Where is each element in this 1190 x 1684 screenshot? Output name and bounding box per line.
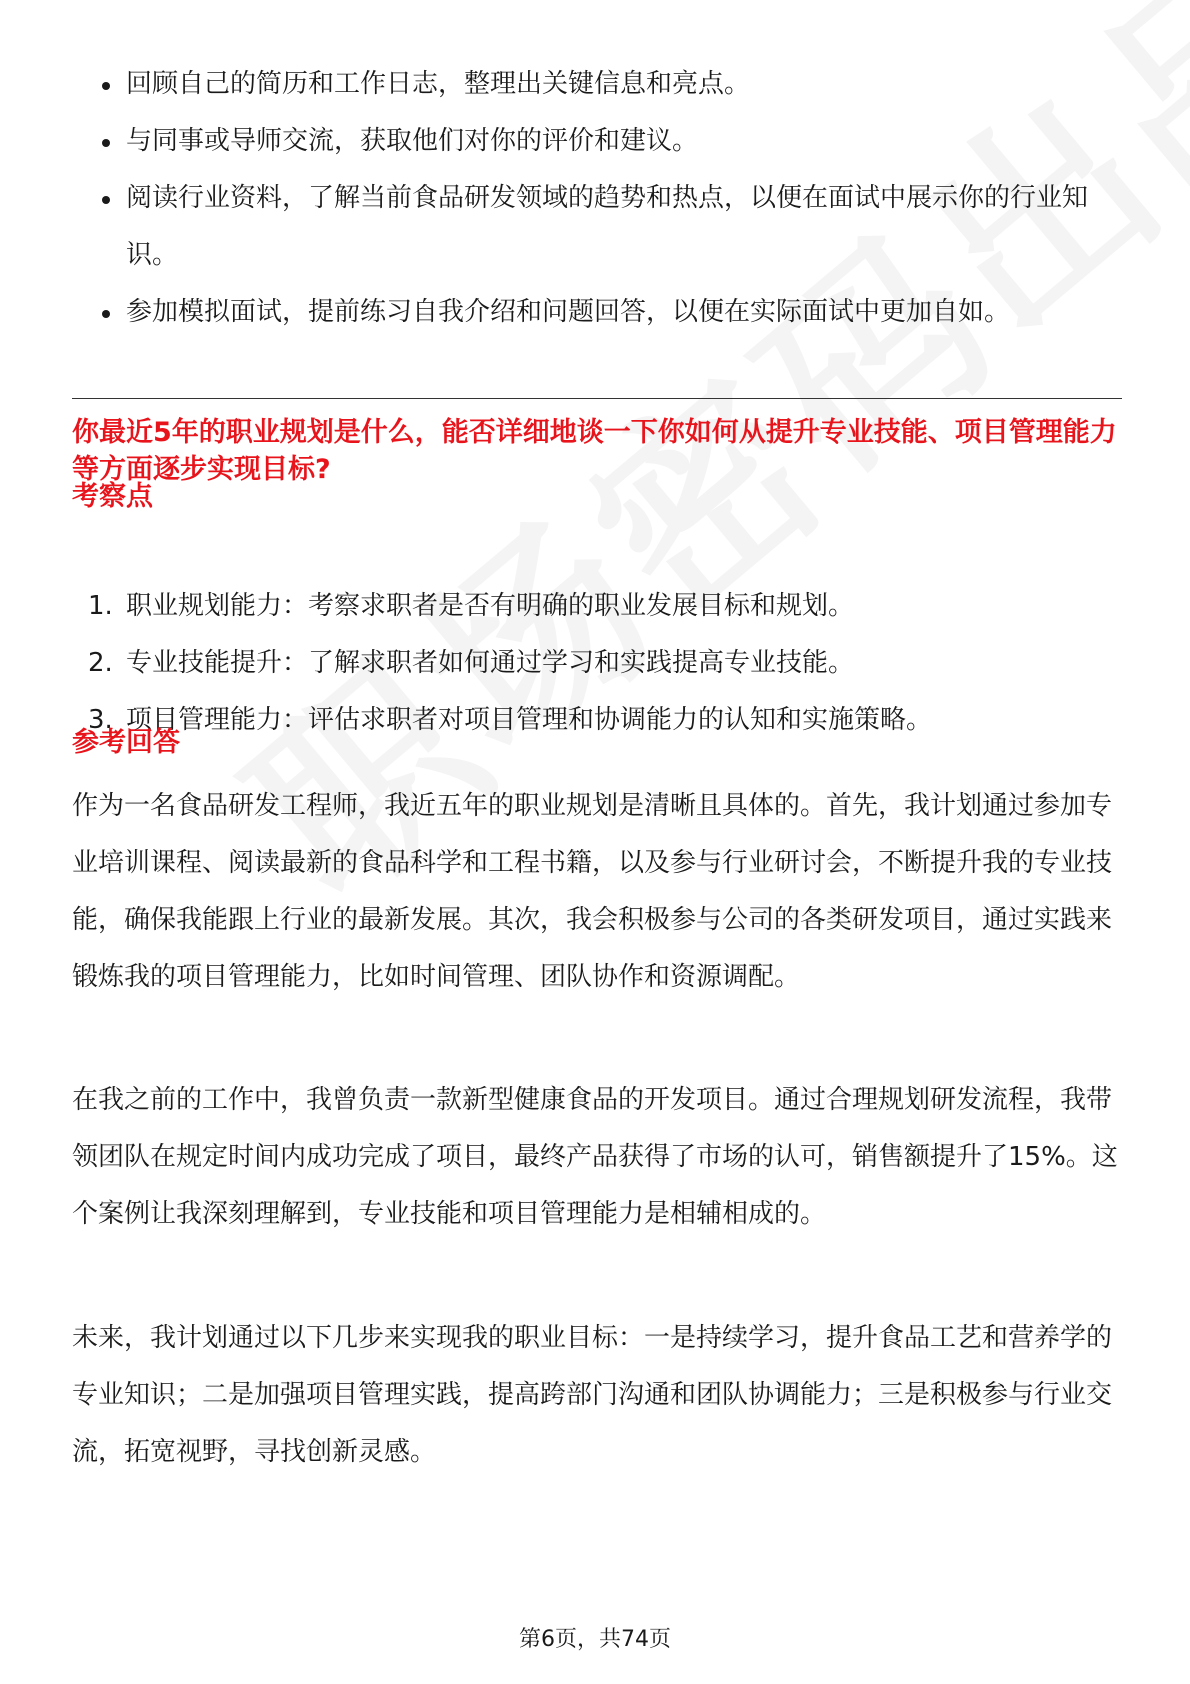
point-text: 项目管理能力：评估求职者对项目管理和协调能力的认知和实施策略。 <box>126 705 933 735</box>
point-text: 职业规划能力：考察求职者是否有明确的职业发展目标和规划。 <box>126 591 855 621</box>
bullet-dot-icon <box>102 196 110 204</box>
preparation-bullet-list <box>72 56 1132 341</box>
assessment-point-list <box>72 578 1132 749</box>
bullet-dot-icon <box>102 139 110 147</box>
answer-paragraph: 未来，我计划通过以下几步来实现我的职业目标：一是持续学习，提升食品工艺和营养学的专业知识；二是加强项目管理实践，提高跨部门沟通和团队协调能力；三是积极参与行业交流，拓宽视野，寻找创新灵感。 <box>72 1323 1113 1467</box>
question-heading: 你最近5年的职业规划是什么，能否详细地谈一下你如何从提升专业技能、项目管理能力等方面逐步实现目标? <box>72 417 1117 485</box>
assessment-point <box>72 578 1132 635</box>
bullet-text: 阅读行业资料，了解当前食品研发领域的趋势和热点，以便在面试中展示你的行业知识。 <box>126 183 1089 270</box>
point-number: 1. <box>88 591 113 621</box>
answer-paragraph: 作为一名食品研发工程师，我近五年的职业规划是清晰且具体的。首先，我计划通过参加专业培训课程、阅读最新的食品科学和工程书籍，以及参与行业研讨会，不断提升我的专业技能，确保我能跟上行业的最新发展。其次，我会积极参与公司的各类研发项目，通过实践来锻炼我的项目管理能力，比如时间管理、团队协作和资源调配。 <box>72 791 1113 992</box>
point-text: 专业技能提升：了解求职者如何通过学习和实践提高专业技能。 <box>126 648 855 678</box>
bullet-item <box>72 56 1132 113</box>
bullet-text: 回顾自己的简历和工作日志，整理出关键信息和亮点。 <box>126 69 751 99</box>
point-number: 3. <box>88 705 113 735</box>
section-divider <box>72 398 1122 399</box>
assessment-point <box>72 635 1132 692</box>
bullet-dot-icon <box>102 310 110 318</box>
point-number: 2. <box>88 648 113 678</box>
bullet-item <box>72 284 1132 341</box>
bullet-text: 参加模拟面试，提前练习自我介绍和问题回答，以便在实际面试中更加自如。 <box>126 297 1011 327</box>
assessment-point <box>72 692 1132 749</box>
answer-label: 参考回答 <box>72 727 180 758</box>
bullet-item <box>72 113 1132 170</box>
assessment-label: 考察点 <box>72 481 153 512</box>
bullet-dot-icon <box>102 82 110 90</box>
bullet-text: 与同事或导师交流，获取他们对你的评价和建议。 <box>126 126 699 156</box>
bullet-item <box>72 170 1132 284</box>
answer-paragraph: 在我之前的工作中，我曾负责一款新型健康食品的开发项目。通过合理规划研发流程，我带领团队在规定时间内成功完成了项目，最终产品获得了市场的认可，销售额提升了15%。这个案例让我深刻理解到，专业技能和项目管理能力是相辅相成的。 <box>72 1085 1118 1229</box>
page-number: 第6页，共74页 <box>519 1627 671 1652</box>
